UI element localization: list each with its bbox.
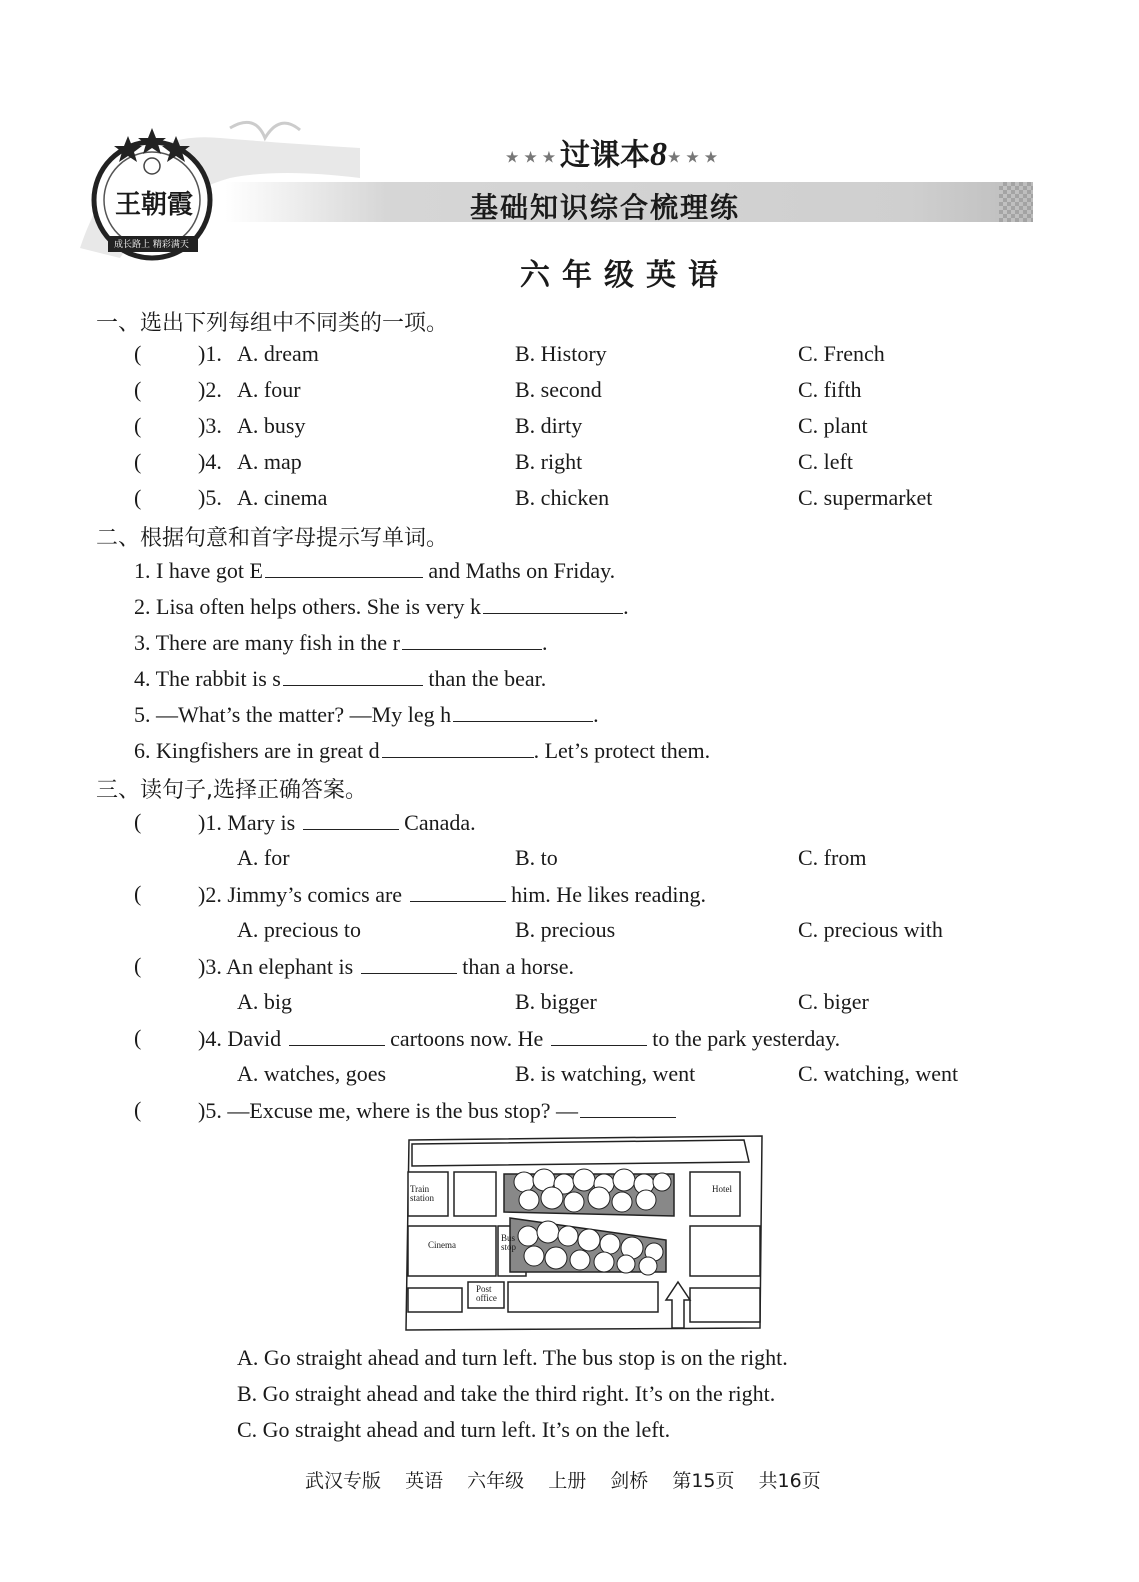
answer-blank[interactable] <box>265 557 423 578</box>
fill-text: 1. I have got E <box>134 558 263 583</box>
fill-text: 3. There are many fish in the r <box>134 630 400 655</box>
question-text: him. He likes reading. <box>511 882 706 907</box>
fill-text: 4. The rabbit is s <box>134 666 281 691</box>
series-number: 8 <box>650 136 668 173</box>
fill-text: and Maths on Friday. <box>422 558 616 583</box>
question-stem <box>198 1025 840 1052</box>
star-icons-right: ★★★ <box>667 147 723 167</box>
map-label-line: Bus <box>501 1233 516 1243</box>
answer-paren: ( <box>134 413 142 438</box>
answer-paren: ( <box>134 1097 142 1122</box>
answer-blank[interactable] <box>410 881 506 902</box>
map-label-line: stop <box>501 1242 517 1252</box>
logo-tagline-right: 精彩满天 <box>152 240 189 250</box>
question-number: )2. <box>198 377 222 402</box>
fill-text: . <box>593 702 599 727</box>
answer-paren: ( <box>134 1025 142 1050</box>
fill-item <box>134 701 599 728</box>
footer-grade: 六年级 <box>467 1470 525 1492</box>
question-text: Canada. <box>404 810 476 835</box>
option-a: A. busy <box>237 413 306 438</box>
question-number: )5. <box>198 485 222 510</box>
fill-item <box>134 593 629 620</box>
section3-heading: 三、读句子,选择正确答案。 <box>96 778 367 803</box>
question-text: Jimmy’s comics are <box>227 882 403 907</box>
fill-text: . <box>623 594 629 619</box>
question-stem <box>198 953 574 980</box>
checker-pattern <box>999 182 1033 222</box>
map-label-train-station <box>410 1185 434 1203</box>
answer-paren: ( <box>134 449 142 474</box>
question-stem <box>198 881 706 908</box>
answer-paren: ( <box>134 485 142 510</box>
question-number: )5. <box>198 1098 222 1123</box>
option-c: C. Go straight ahead and turn left. It’s on the left. <box>237 1417 671 1442</box>
answer-blank[interactable] <box>483 593 623 614</box>
main-title: 基础知识综合梳理练 <box>470 191 741 224</box>
footer-publisher: 剑桥 <box>610 1470 649 1492</box>
footer-total: 共16页 <box>758 1470 821 1492</box>
option-c: C. French <box>798 341 885 366</box>
option-c: C. plant <box>798 413 868 438</box>
map-label-post-office <box>476 1285 497 1303</box>
footer-volume: 上册 <box>548 1470 587 1492</box>
option-b: B. right <box>515 449 583 474</box>
option-a: A. four <box>237 377 301 402</box>
option-c: C. left <box>798 449 853 474</box>
option-c: C. precious with <box>798 917 943 942</box>
option-a: A. cinema <box>237 485 328 510</box>
option-b: B. History <box>515 341 607 366</box>
question-stem <box>198 1097 676 1124</box>
option-a: A. for <box>237 845 290 870</box>
map-label-bus-stop <box>501 1234 516 1252</box>
logo-name: 王朝霞 <box>115 190 194 220</box>
question-text: David <box>227 1026 282 1051</box>
question-number: )4. <box>198 449 222 474</box>
answer-paren: ( <box>134 377 142 402</box>
answer-paren: ( <box>134 341 142 366</box>
map-label-hotel: Hotel <box>712 1184 732 1194</box>
fill-text: . Let’s protect them. <box>533 738 711 763</box>
option-b: B. chicken <box>515 485 610 510</box>
answer-blank[interactable] <box>303 809 399 830</box>
section1-heading: 一、选出下列每组中不同类的一项。 <box>96 311 449 336</box>
fill-text: 5. —What’s the matter? —My leg h <box>134 702 452 727</box>
option-c: C. from <box>798 845 867 870</box>
footer-edition: 武汉专版 <box>305 1470 382 1492</box>
answer-blank[interactable] <box>551 1025 647 1046</box>
series-title <box>505 130 722 174</box>
answer-blank[interactable] <box>382 737 534 758</box>
map-label-line: Post <box>476 1284 492 1294</box>
logo-tagline-left: 成长路上 <box>114 240 151 250</box>
option-c: C. biger <box>798 989 869 1014</box>
series-title-text: 过课本 <box>560 138 651 173</box>
option-a: A. dream <box>237 341 319 366</box>
option-b: B. second <box>515 377 602 402</box>
option-b: B. bigger <box>515 989 597 1014</box>
question-text: An elephant is <box>226 954 354 979</box>
answer-blank[interactable] <box>453 701 593 722</box>
map-label-line: station <box>410 1193 434 1203</box>
answer-blank[interactable] <box>361 953 457 974</box>
map-label-cinema: Cinema <box>428 1240 456 1250</box>
fill-text: than the bear. <box>422 666 547 691</box>
page-footer <box>305 1466 839 1493</box>
footer-page: 第15页 <box>672 1470 735 1492</box>
section2-heading: 二、根据句意和首字母提示写单词。 <box>96 526 449 551</box>
fill-item <box>134 665 546 692</box>
fill-item <box>134 737 710 764</box>
answer-paren: ( <box>134 881 142 906</box>
question-text: than a horse. <box>462 954 575 979</box>
question-number: )1. <box>198 341 222 366</box>
question-stem <box>198 809 476 836</box>
question-number: )3. <box>198 413 222 438</box>
answer-blank[interactable] <box>402 629 542 650</box>
star-icons-left: ★★★ <box>505 147 561 167</box>
fill-text: 2. Lisa often helps others. She is very k <box>134 594 482 619</box>
answer-blank[interactable] <box>283 665 423 686</box>
fill-text: 6. Kingfishers are in great d <box>134 738 380 763</box>
option-b: B. is watching, went <box>515 1061 696 1086</box>
answer-paren: ( <box>134 809 142 834</box>
answer-blank[interactable] <box>289 1025 385 1046</box>
option-a: A. big <box>237 989 292 1014</box>
option-c: C. fifth <box>798 377 862 402</box>
answer-blank[interactable] <box>580 1097 676 1118</box>
option-b: B. precious <box>515 917 616 942</box>
option-b: B. to <box>515 845 558 870</box>
question-number: )4. <box>198 1026 222 1051</box>
fill-item <box>134 629 547 656</box>
street-map <box>404 1132 766 1334</box>
question-text: Mary is <box>227 810 296 835</box>
question-number: )2. <box>198 882 222 907</box>
question-number: )1. <box>198 810 222 835</box>
question-text: to the park yesterday. <box>652 1026 841 1051</box>
option-a: A. watches, goes <box>237 1061 387 1086</box>
question-number: )3. <box>198 954 222 979</box>
answer-paren: ( <box>134 953 142 978</box>
question-text: cartoons now. He <box>390 1026 544 1051</box>
fill-text: . <box>541 630 548 655</box>
option-c: C. watching, went <box>798 1061 959 1086</box>
question-text: —Excuse me, where is the bus stop? — <box>227 1098 579 1123</box>
map-label-line: Train <box>410 1184 430 1194</box>
option-c: C. supermarket <box>798 485 933 510</box>
option-a: A. map <box>237 449 302 474</box>
option-a: A. precious to <box>237 917 362 942</box>
option-b: B. Go straight ahead and take the third right. It’s on the right. <box>237 1381 776 1406</box>
option-b: B. dirty <box>515 413 583 438</box>
fill-item <box>134 557 615 584</box>
map-label-line: office <box>476 1293 497 1303</box>
footer-subject: 英语 <box>405 1470 444 1492</box>
grade-title: 六年级英语 <box>520 258 730 293</box>
option-a: A. Go straight ahead and turn left. The bus stop is on the right. <box>237 1345 788 1370</box>
